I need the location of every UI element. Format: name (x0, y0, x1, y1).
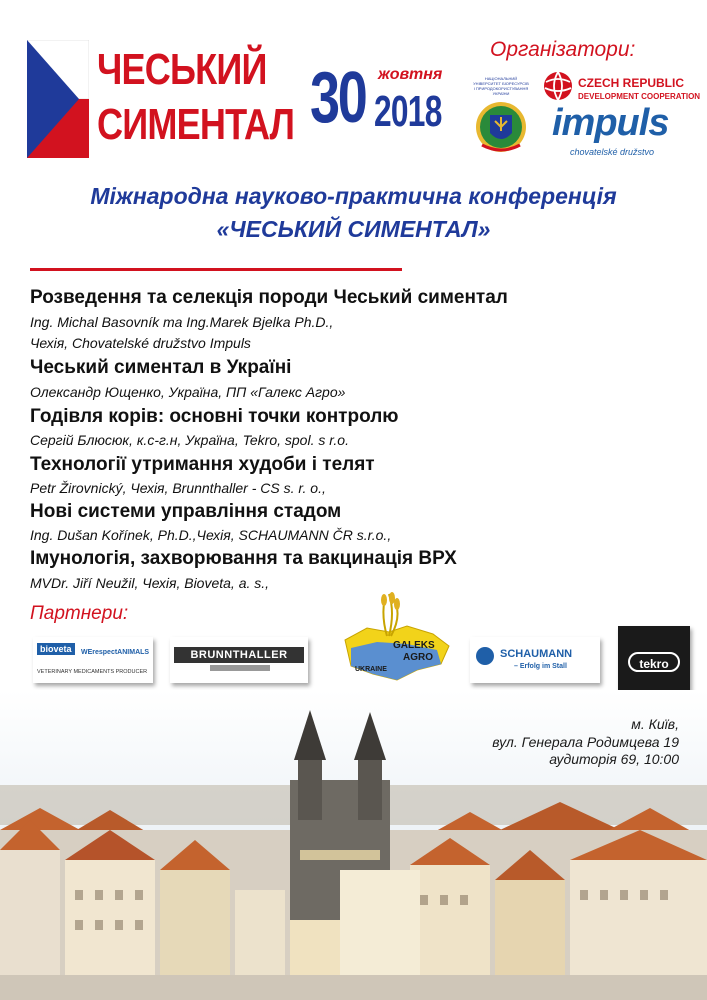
speaker-1a: Ing. Michal Basovník та Ing.Marek Bjelka Ph.D., (30, 314, 334, 330)
speaker-2: Олександр Ющенко, Україна, ПП «Галекс Агро» (30, 384, 346, 400)
topic-5: Нові системи управління стадом (30, 501, 342, 522)
bioveta-slogan: WErespectANIMALS (81, 649, 150, 656)
topic-6: Імунологія, захворювання та вакцинація ВРХ (30, 548, 457, 569)
emblem-text-3: І ПРИРОДОКОРИСТУВАННЯ (473, 86, 529, 91)
conference-title-line1: Міжнародна науково-практична конференція (90, 183, 617, 209)
partners-label: Партнери: (30, 603, 129, 624)
schaumann-logo (470, 637, 600, 683)
topic-2: Чеський симентал в Україні (30, 357, 292, 378)
topic-3: Годівля корів: основні точки контролю (30, 406, 399, 427)
bioveta-sub: VETERINARY MEDICAMENTS PRODUCER (37, 669, 148, 675)
date-day: 30 (310, 58, 366, 138)
galeks-agro-logo (337, 588, 457, 692)
topic-4: Технології утримання худоби і телят (30, 454, 375, 475)
date-year: 2018 (374, 87, 442, 136)
czech-cooperation-sub: DEVELOPMENT COOPERATION (578, 92, 701, 101)
speaker-4: Petr Žirovnický, Чехія, Brunnthaller - CS s. r. o., (30, 480, 326, 496)
galeks-country: UKRAINE (355, 666, 387, 673)
speaker-1b: Чехія, Chovatelské družstvo Impuls (30, 335, 251, 351)
brunnthaller-logo (170, 637, 308, 683)
address-street: вул. Генерала Родимцева 19 (492, 734, 679, 750)
tekro-name: tekro (628, 652, 680, 672)
emblem-text-1: НАЦІОНАЛЬНИЙ (484, 76, 518, 81)
czech-cooperation-title: CZECH REPUBLIC (578, 76, 685, 90)
galeks-line1: GALEKS (393, 640, 435, 651)
tekro-logo (618, 626, 690, 698)
brunnthaller-stripe (210, 665, 270, 671)
speaker-3: Сергій Блюсюк, к.с-г.н, Україна, Tekro, spol. s r.o. (30, 432, 349, 448)
czech-development-globe-icon (540, 70, 576, 102)
divider-line (30, 268, 402, 271)
date-month: жовтня (378, 66, 443, 83)
impuls-subtitle: chovatelské družstvo (570, 147, 655, 157)
university-emblem-icon (468, 75, 534, 155)
topic-1: Розведення та селекція породи Чеський симентал (30, 287, 508, 308)
brunnthaller-name: BRUNNTHALLER (174, 647, 304, 663)
schaumann-sub: – Erfolg im Stall (514, 663, 567, 670)
bioveta-logo (33, 637, 153, 683)
address-room-time: аудиторія 69, 10:00 (549, 751, 679, 767)
brand-line-2: СИМЕНТАЛ (97, 100, 295, 149)
speaker-6: MVDr. Jiří Neužil, Чехія, Bioveta, a. s., (30, 575, 270, 591)
brand-line-1: ЧЕСЬКИЙ (97, 45, 267, 94)
czech-flag-logo (27, 40, 89, 158)
emblem-text-2: УНІВЕРСИТЕТ БІОРЕСУРСІВ (473, 81, 529, 86)
organizers-label: Організатори: (490, 38, 636, 61)
bioveta-name: bioveta (37, 643, 75, 655)
address-city: м. Київ, (631, 716, 679, 732)
schaumann-mark-icon (476, 647, 494, 665)
schaumann-name: SCHAUMANN (500, 648, 573, 660)
speaker-5: Ing. Dušan Kořínek, Ph.D.,Чехія, SCHAUMANN ČR s.r.o., (30, 527, 392, 543)
impuls-logo-text: impuls (552, 102, 669, 144)
galeks-line2: AGRO (403, 652, 433, 663)
emblem-text-4: УКРАЇНИ (492, 91, 510, 96)
conference-title-line2: «ЧЕСЬКИЙ СИМЕНТАЛ» (216, 216, 491, 242)
